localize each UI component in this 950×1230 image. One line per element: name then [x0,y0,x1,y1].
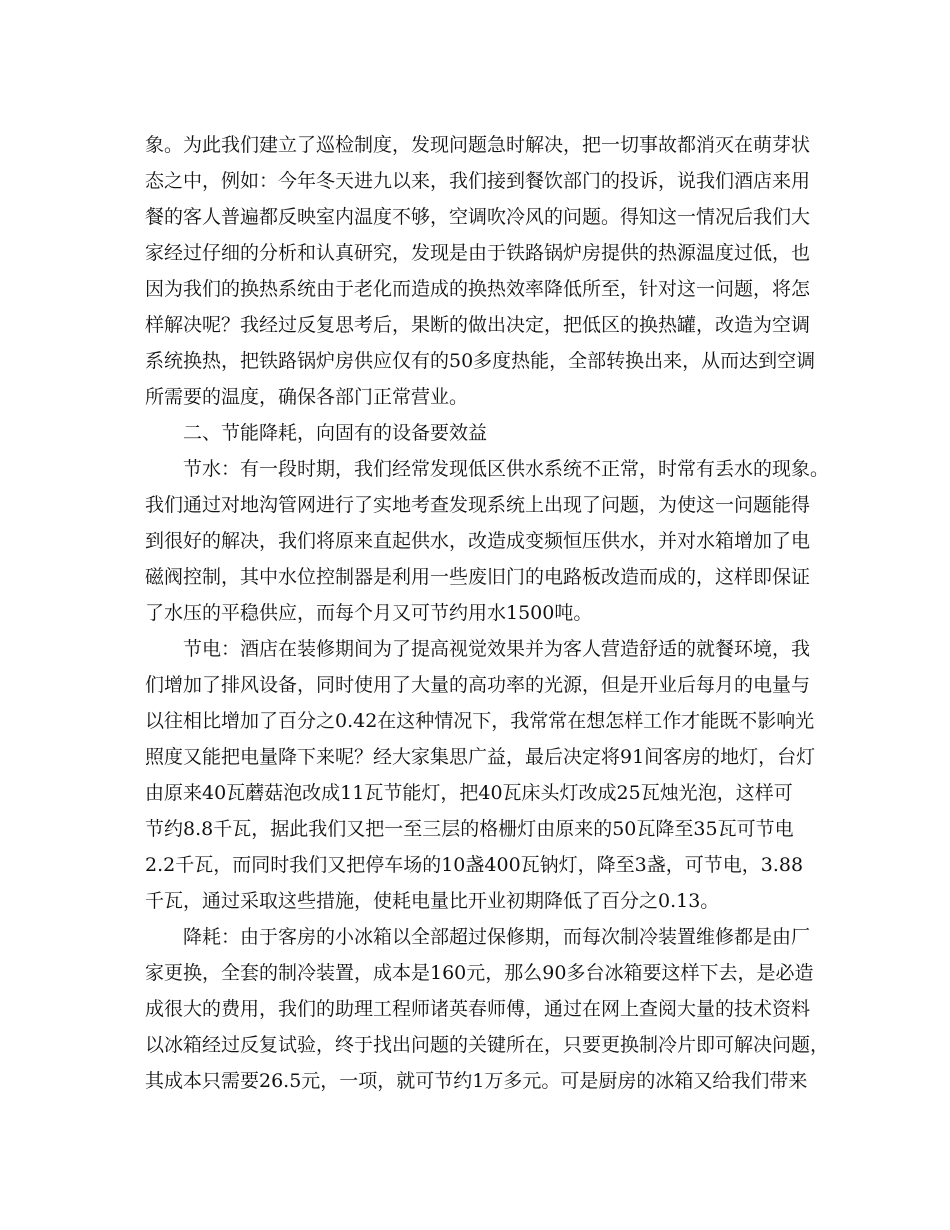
text-line: 们增加了排风设备，同时使用了大量的高功率的光源，但是开业后每月的电量与 [145,674,811,696]
text-line: 所需要的温度，确保各部门正常营业。 [145,386,469,408]
text-line: 节电：酒店在装修期间为了提高视觉效果并为客人营造舒适的就餐环境，我 [183,638,811,660]
text-line: 我们通过对地沟管网进行了实地考查发现系统上出现了问题，为使这一问题能得 [145,494,811,516]
text-line: 磁阀控制，其中水位控制器是利用一些废旧门的电路板改造而成的，这样即保证 [145,566,811,588]
text-line: 态之中，例如：今年冬天进九以来，我们接到餐饮部门的投诉，说我们酒店来用 [145,170,811,192]
text-line: 家更换，全套的制冷装置，成本是160元，那么90多台冰箱要这样下去，是必造 [145,962,814,984]
text-line: 以冰箱经过反复试验，终于找出问题的关键所在，只要更换制冷片即可解决问题， [145,1034,830,1056]
text-line: 到很好的解决，我们将原来直起供水，改造成变频恒压供水，并对水箱增加了电 [145,530,811,552]
text-line: 餐的客人普遍都反映室内温度不够，空调吹冷风的问题。得知这一情况后我们大 [145,206,811,228]
text-line: 照度又能把电量降下来呢？经大家集思广益，最后决定将91间客房的地灯，台灯 [145,746,816,768]
text-line: 家经过仔细的分析和认真研究，发现是由于铁路锅炉房提供的热源温度过低，也 [145,242,811,264]
text-line: 以往相比增加了百分之0.42在这种情况下，我常常在想怎样工作才能既不影响光 [145,710,815,732]
text-line: 系统换热，把铁路锅炉房供应仅有的50多度热能，全部转换出来，从而达到空调 [145,350,816,372]
text-line: 千瓦，通过采取这些措施，使耗电量比开业初期降低了百分之0.13。 [145,890,720,912]
text-line: 2.2千瓦，而同时我们又把停车场的10盏400瓦钠灯，降至3盏，可节电，3.88 [145,854,804,876]
text-line: 了水压的平稳供应，而每个月又可节约用水1500吨。 [145,602,593,624]
text-line: 其成本只需要26.5元，一项，就可节约1万多元。可是厨房的冰箱又给我们带来 [145,1070,808,1092]
section-heading: 二、节能降耗，向固有的设备要效益 [183,422,488,444]
text-line: 成很大的费用，我们的助理工程师诸英春师傅，通过在网上查阅大量的技术资料 [145,998,811,1020]
text-line: 降耗：由于客房的小冰箱以全部超过保修期，而每次制冷装置维修都是由厂 [183,926,811,948]
text-line: 节约8.8千瓦，据此我们又把一至三层的格栅灯由原来的50瓦降至35瓦可节电 [145,818,794,840]
text-line: 样解决呢？我经过反复思考后，果断的做出决定，把低区的换热罐，改造为空调 [145,314,811,336]
text-line: 由原来40瓦蘑菇泡改成11瓦节能灯，把40瓦床头灯改成25瓦烛光泡，这样可 [145,782,793,804]
text-line: 节水：有一段时期，我们经常发现低区供水系统不正常，时常有丢水的现象。 [183,458,830,480]
text-line: 因为我们的换热系统由于老化而造成的换热效率降低所至，针对这一问题，将怎 [145,278,811,300]
text-line: 象。为此我们建立了巡检制度，发现问题急时解决，把一切事故都消灭在萌芽状 [145,134,811,156]
